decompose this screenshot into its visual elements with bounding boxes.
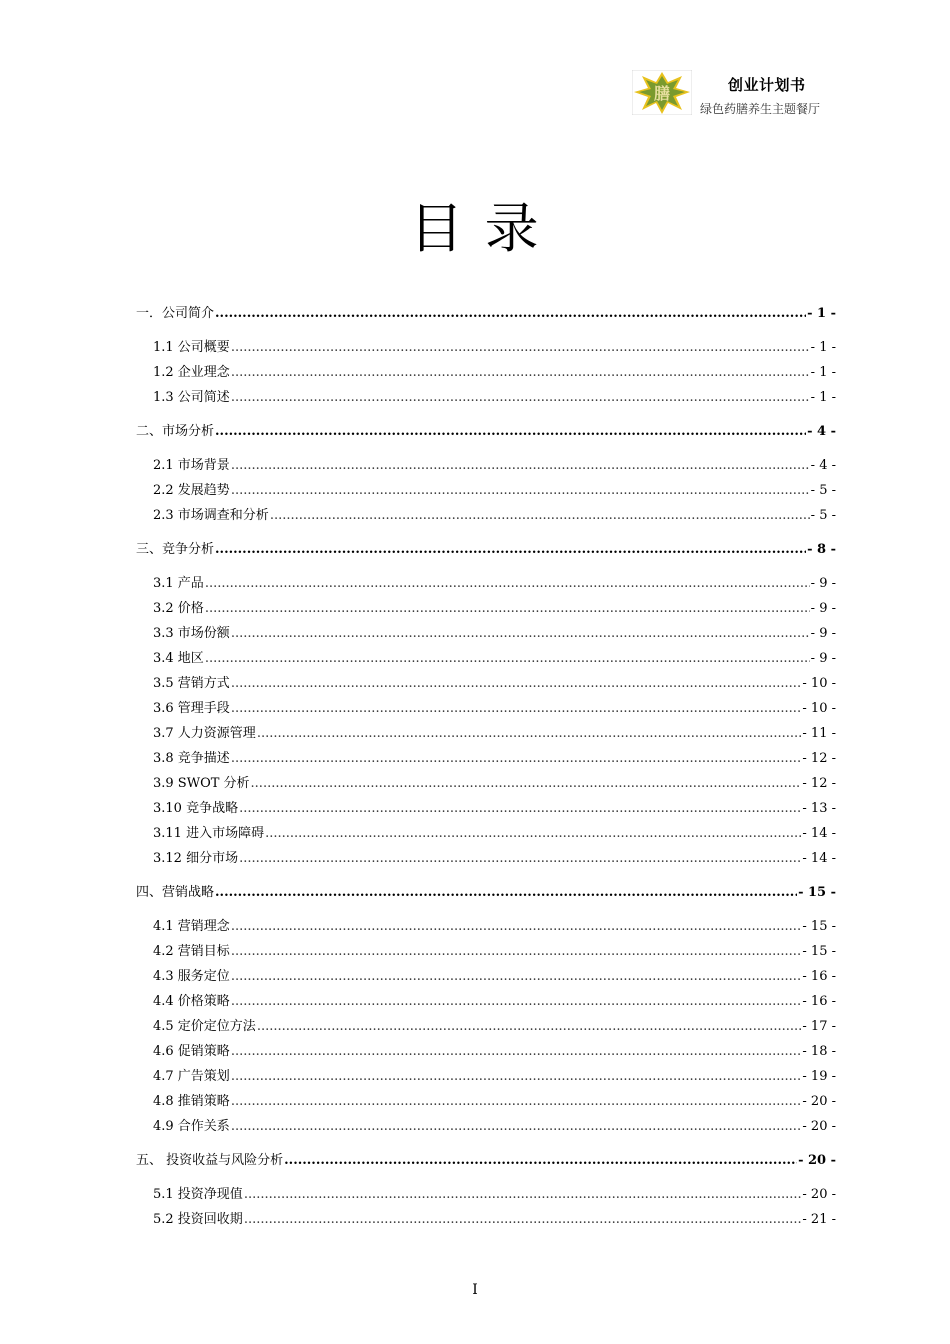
toc-entry-page: - 19 -: [802, 1069, 836, 1084]
toc-section-entry[interactable]: [136, 1183, 836, 1208]
toc-entry-page: - 9 -: [810, 626, 836, 641]
toc-chapter-entry[interactable]: [136, 302, 836, 327]
toc-entry-label: 2.2 发展趋势: [153, 483, 230, 498]
toc-entry-page: - 12 -: [802, 776, 836, 791]
toc-entry-label: 4.4 价格策略: [153, 994, 230, 1009]
toc-section-entry[interactable]: [136, 479, 836, 504]
toc-entry-page: - 16 -: [802, 969, 836, 984]
toc-dot-leader: [231, 944, 802, 959]
toc-section-entry[interactable]: [136, 386, 836, 411]
toc-entry-label: 3.8 竞争描述: [153, 751, 230, 766]
toc-entry-label: 4.1 营销理念: [153, 919, 230, 934]
toc-entry-label: 3.11 进入市场障碍: [153, 826, 265, 841]
toc-entry-page: - 15 -: [802, 919, 836, 934]
toc-dot-leader: [231, 458, 810, 473]
toc-entry-label: 4.2 营销目标: [153, 944, 230, 959]
toc-dot-leader: [239, 801, 801, 816]
toc-entry-page: - 1 -: [810, 390, 836, 405]
toc-section-entry[interactable]: [136, 504, 836, 529]
toc-section-entry[interactable]: [136, 797, 836, 822]
table-of-contents: [136, 302, 836, 1233]
toc-dot-leader: [270, 508, 810, 523]
toc-dot-leader: [231, 340, 810, 355]
toc-entry-page: - 13 -: [802, 801, 836, 816]
toc-entry-label: 1.3 公司简述: [153, 390, 230, 405]
toc-dot-leader: [231, 1094, 802, 1109]
toc-section-entry[interactable]: [136, 915, 836, 940]
toc-entry-label: 1.1 公司概要: [153, 340, 230, 355]
toc-section-entry[interactable]: [136, 722, 836, 747]
toc-dot-leader: [231, 701, 802, 716]
toc-entry-page: - 16 -: [802, 994, 836, 1009]
toc-entry-page: - 11 -: [802, 726, 836, 741]
toc-entry-page: - 1 -: [810, 365, 836, 380]
page-number: I: [472, 1282, 478, 1298]
toc-chapter-entry[interactable]: [136, 420, 836, 445]
toc-entry-page: - 9 -: [810, 601, 836, 616]
svg-text:膳: 膳: [653, 84, 671, 103]
toc-section-entry[interactable]: [136, 1065, 836, 1090]
toc-entry-label: 5.2 投资回收期: [153, 1212, 243, 1227]
toc-entry-page: - 1 -: [810, 340, 836, 355]
document-title: 创业计划书: [728, 76, 806, 94]
toc-dot-leader: [231, 390, 810, 405]
toc-dot-leader: [215, 306, 806, 321]
toc-entry-label: 3.5 营销方式: [153, 676, 230, 691]
toc-entry-label: 4.3 服务定位: [153, 969, 230, 984]
toc-dot-leader: [265, 826, 801, 841]
toc-entry-page: - 9 -: [810, 651, 836, 666]
toc-section-entry[interactable]: [136, 672, 836, 697]
toc-dot-leader: [284, 1153, 797, 1168]
toc-section-entry[interactable]: [136, 965, 836, 990]
toc-entry-page: - 10 -: [802, 701, 836, 716]
toc-entry-label: 4.9 合作关系: [153, 1119, 230, 1134]
toc-entry-label: 3.6 管理手段: [153, 701, 230, 716]
toc-section-entry[interactable]: [136, 361, 836, 386]
toc-entry-page: - 14 -: [802, 826, 836, 841]
toc-dot-leader: [251, 776, 802, 791]
toc-entry-label: 三、竞争分析: [136, 542, 215, 557]
toc-dot-leader: [205, 576, 810, 591]
toc-entry-page: - 21 -: [802, 1212, 836, 1227]
toc-section-entry[interactable]: [136, 597, 836, 622]
toc-dot-leader: [231, 969, 802, 984]
toc-entry-label: 2.3 市场调查和分析: [153, 508, 269, 523]
toc-entry-label: 3.10 竞争战略: [153, 801, 239, 816]
toc-entry-page: - 20 -: [802, 1119, 836, 1134]
toc-dot-leader: [244, 1212, 802, 1227]
document-subtitle: 绿色药膳养生主题餐厅: [700, 102, 821, 116]
toc-dot-leader: [205, 651, 810, 666]
toc-dot-leader: [205, 601, 810, 616]
toc-section-entry[interactable]: [136, 822, 836, 847]
toc-entry-label: 4.6 促销策略: [153, 1044, 230, 1059]
toc-dot-leader: [231, 1069, 802, 1084]
toc-section-entry[interactable]: [136, 454, 836, 479]
toc-section-entry[interactable]: [136, 1115, 836, 1140]
toc-section-entry[interactable]: [136, 772, 836, 797]
toc-entry-page: - 20 -: [802, 1187, 836, 1202]
toc-dot-leader: [257, 1019, 802, 1034]
toc-entry-page: - 4 -: [807, 424, 836, 439]
toc-entry-label: 5.1 投资净现值: [153, 1187, 243, 1202]
toc-dot-leader: [231, 751, 802, 766]
toc-dot-leader: [231, 919, 802, 934]
toc-entry-page: - 10 -: [802, 676, 836, 691]
toc-section-entry[interactable]: [136, 990, 836, 1015]
toc-dot-leader: [231, 994, 802, 1009]
toc-entry-page: - 15 -: [802, 944, 836, 959]
toc-entry-label: 3.1 产品: [153, 576, 204, 591]
toc-dot-leader: [239, 851, 801, 866]
page-header: [632, 70, 842, 120]
toc-dot-leader: [231, 365, 810, 380]
toc-entry-page: - 18 -: [802, 1044, 836, 1059]
toc-dot-leader: [231, 483, 810, 498]
toc-dot-leader: [231, 626, 810, 641]
toc-chapter-entry[interactable]: [136, 538, 836, 563]
toc-dot-leader: [215, 885, 797, 900]
toc-dot-leader: [231, 1119, 802, 1134]
toc-entry-label: 二、市场分析: [136, 424, 215, 439]
toc-section-entry[interactable]: [136, 1015, 836, 1040]
toc-section-entry[interactable]: [136, 847, 836, 872]
toc-entry-page: - 8 -: [807, 542, 836, 557]
toc-section-entry[interactable]: [136, 572, 836, 597]
toc-entry-page: - 5 -: [810, 508, 836, 523]
toc-entry-label: 4.5 定价定位方法: [153, 1019, 256, 1034]
toc-entry-label: 3.4 地区: [153, 651, 204, 666]
restaurant-logo: [632, 70, 692, 115]
toc-entry-page: - 5 -: [810, 483, 836, 498]
toc-entry-label: 3.9 SWOT 分析: [153, 776, 250, 791]
toc-title: 目 录: [409, 197, 541, 260]
toc-entry-label: 4.8 推销策略: [153, 1094, 230, 1109]
toc-entry-page: - 17 -: [802, 1019, 836, 1034]
toc-dot-leader: [215, 424, 806, 439]
toc-entry-page: - 4 -: [810, 458, 836, 473]
toc-entry-label: 3.7 人力资源管理: [153, 726, 256, 741]
toc-entry-page: - 15 -: [798, 885, 836, 900]
toc-chapter-entry[interactable]: [136, 1149, 836, 1174]
toc-section-entry[interactable]: [136, 647, 836, 672]
toc-dot-leader: [231, 676, 802, 691]
toc-section-entry[interactable]: [136, 940, 836, 965]
toc-entry-label: 4.7 广告策划: [153, 1069, 230, 1084]
toc-dot-leader: [215, 542, 806, 557]
toc-entry-label: 一．公司简介: [136, 306, 215, 321]
toc-entry-label: 1.2 企业理念: [153, 365, 230, 380]
toc-entry-page: - 20 -: [802, 1094, 836, 1109]
toc-entry-page: - 9 -: [810, 576, 836, 591]
toc-section-entry[interactable]: [136, 747, 836, 772]
toc-entry-label: 3.3 市场份额: [153, 626, 230, 641]
toc-entry-page: - 1 -: [807, 306, 836, 321]
toc-entry-label: 2.1 市场背景: [153, 458, 230, 473]
toc-section-entry[interactable]: [136, 1040, 836, 1065]
toc-entry-label: 四、营销战略: [136, 885, 215, 900]
toc-entry-page: - 14 -: [802, 851, 836, 866]
toc-section-entry[interactable]: [136, 697, 836, 722]
toc-section-entry[interactable]: [136, 336, 836, 361]
toc-section-entry[interactable]: [136, 622, 836, 647]
toc-dot-leader: [257, 726, 802, 741]
toc-section-entry[interactable]: [136, 1208, 836, 1233]
toc-chapter-entry[interactable]: [136, 881, 836, 906]
toc-entry-page: - 20 -: [798, 1153, 836, 1168]
toc-dot-leader: [244, 1187, 802, 1202]
toc-entry-label: 五、 投资收益与风险分析: [136, 1153, 284, 1168]
toc-dot-leader: [231, 1044, 802, 1059]
toc-entry-label: 3.12 细分市场: [153, 851, 239, 866]
toc-entry-label: 3.2 价格: [153, 601, 204, 616]
toc-entry-page: - 12 -: [802, 751, 836, 766]
toc-section-entry[interactable]: [136, 1090, 836, 1115]
